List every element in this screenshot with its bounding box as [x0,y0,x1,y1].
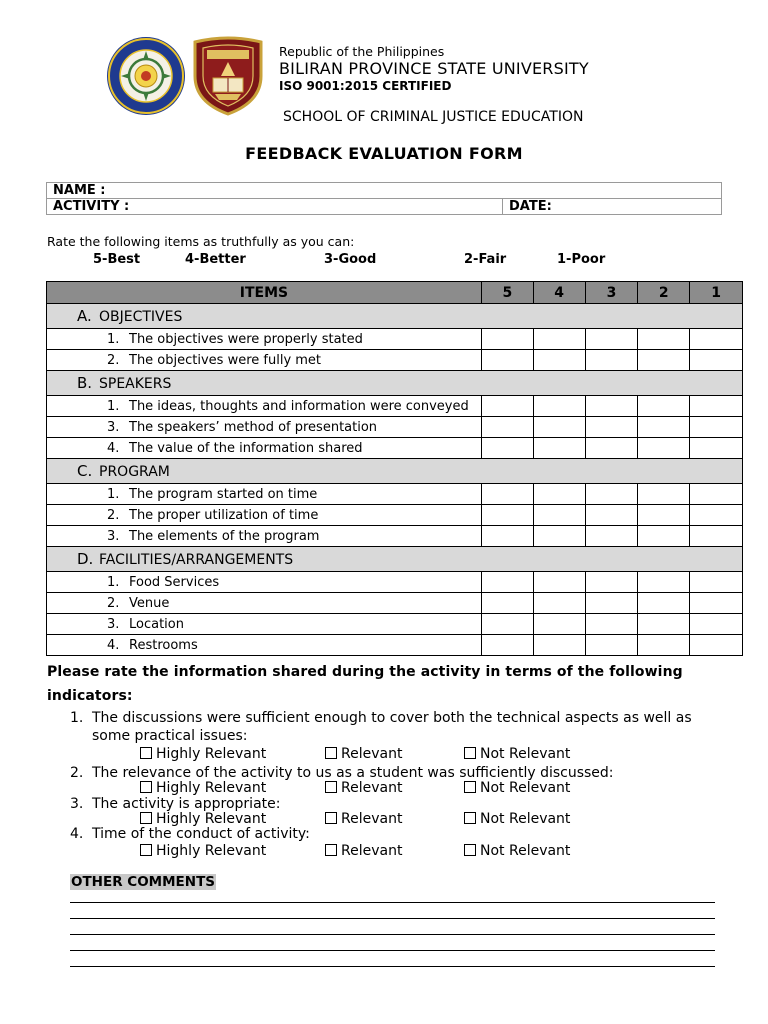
item-number: 1. [107,574,120,590]
activity-label: ACTIVITY : [53,198,130,214]
score-header-1: 1 [690,282,743,304]
score-cell-2[interactable] [638,484,690,505]
q3-option-not-relevant[interactable] [464,811,570,827]
school-name: SCHOOL OF CRIMINAL JUSTICE EDUCATION [283,109,584,125]
item-row [47,593,743,614]
item-label-cell [47,572,482,593]
option-label: Relevant [341,746,403,762]
option-label: Relevant [341,780,403,796]
section-letter: B. [77,374,93,392]
section-row [47,459,743,484]
score-cell-5[interactable] [481,614,533,635]
checkbox-icon[interactable] [464,781,476,793]
scale-2: 2-Fair [464,252,507,267]
section-row [47,547,743,572]
option-label: Highly Relevant [156,843,267,859]
item-text: Venue [129,595,170,611]
item-text: Food Services [129,574,220,590]
score-cell-4[interactable] [533,329,585,350]
score-cell-1[interactable] [690,417,743,438]
score-cell-1[interactable] [690,593,743,614]
comment-line[interactable] [70,934,715,935]
criminology-shield-logo [191,36,265,116]
item-text: The speakers’ method of presentation [129,419,378,435]
item-label-cell [47,526,482,547]
score-cell-4[interactable] [533,484,585,505]
question-text: The relevance of the activity to us as a student was sufficiently discussed: [92,765,614,781]
item-row [47,614,743,635]
score-cell-1[interactable] [690,396,743,417]
score-cell-3[interactable] [585,572,638,593]
item-label-cell [47,635,482,656]
checkbox-icon[interactable] [325,747,337,759]
option-label: Not Relevant [480,811,571,827]
item-number: 1. [107,331,120,347]
item-text: The proper utilization of time [129,507,319,523]
section-title: OBJECTIVES [99,309,183,325]
score-cell-2[interactable] [638,329,690,350]
scale-3: 3-Good [324,252,377,267]
q4-option-relevant[interactable] [325,843,402,859]
form-title: FEEDBACK EVALUATION FORM [245,144,523,163]
participant-info-table [46,182,722,215]
item-label-cell [47,484,482,505]
q3-option-highly-relevant[interactable] [140,811,266,827]
score-cell-4[interactable] [533,505,585,526]
scale-4: 4-Better [185,252,246,267]
scale-1: 1-Poor [557,252,606,267]
relevance-prompt: Please rate the information shared during the activity in terms of the following indicators: [47,664,683,704]
question-3 [70,796,280,812]
item-label-cell [47,505,482,526]
comment-line[interactable] [70,918,715,919]
score-cell-3[interactable] [585,438,638,459]
option-label: Relevant [341,811,403,827]
score-cell-4[interactable] [533,593,585,614]
score-cell-1[interactable] [690,505,743,526]
score-cell-2[interactable] [638,614,690,635]
q1-option-not-relevant[interactable] [464,746,570,762]
question-text: Time of the conduct of activity: [92,826,310,842]
score-cell-1[interactable] [690,329,743,350]
score-cell-4[interactable] [533,417,585,438]
option-label: Highly Relevant [156,811,267,827]
university-name: BILIRAN PROVINCE STATE UNIVERSITY [279,59,589,78]
item-label-cell [47,329,482,350]
option-label: Highly Relevant [156,780,267,796]
score-cell-4[interactable] [533,396,585,417]
score-cell-4[interactable] [533,614,585,635]
checkbox-icon[interactable] [325,781,337,793]
option-label: Not Relevant [480,780,571,796]
score-cell-4[interactable] [533,572,585,593]
item-number: 4. [107,440,120,456]
evaluation-table [46,281,743,656]
item-label-cell [47,593,482,614]
score-cell-5[interactable] [481,329,533,350]
score-cell-1[interactable] [690,484,743,505]
item-row [47,396,743,417]
item-number: 3. [107,616,120,632]
rating-instruction: Rate the following items as truthfully as you can: [47,234,355,249]
score-cell-3[interactable] [585,350,638,371]
section-title-cell [47,304,743,329]
section-title-cell [47,547,743,572]
section-letter: C. [77,462,93,480]
item-row [47,484,743,505]
score-cell-1[interactable] [690,572,743,593]
score-cell-3[interactable] [585,505,638,526]
checkbox-icon[interactable] [325,812,337,824]
section-title-cell [47,371,743,396]
score-cell-5[interactable] [481,350,533,371]
checkbox-icon[interactable] [464,812,476,824]
score-cell-1[interactable] [690,526,743,547]
question-number: 3. [70,796,84,812]
score-header-4: 4 [533,282,585,304]
score-cell-3[interactable] [585,484,638,505]
score-cell-5[interactable] [481,593,533,614]
question-1-continued: some practical issues: [92,728,248,744]
section-letter: A. [77,307,92,325]
score-cell-2[interactable] [638,635,690,656]
section-letter: D. [77,550,94,568]
comment-line[interactable] [70,950,715,951]
question-text: The discussions were sufficient enough to cover both the technical aspects as well as [92,710,692,726]
score-cell-3[interactable] [585,329,638,350]
checkbox-icon[interactable] [464,747,476,759]
checkbox-icon[interactable] [140,747,152,759]
name-field[interactable] [47,183,722,199]
item-number: 1. [107,486,120,502]
score-cell-5[interactable] [481,635,533,656]
item-text: The value of the information shared [129,440,363,456]
score-cell-3[interactable] [585,614,638,635]
score-cell-5[interactable] [481,526,533,547]
section-row [47,304,743,329]
checkbox-icon[interactable] [140,781,152,793]
score-cell-2[interactable] [638,572,690,593]
item-text: The elements of the program [129,528,320,544]
score-cell-1[interactable] [690,635,743,656]
option-label: Highly Relevant [156,746,267,762]
score-cell-4[interactable] [533,350,585,371]
item-label-cell [47,614,482,635]
score-cell-4[interactable] [533,635,585,656]
score-cell-1[interactable] [690,438,743,459]
score-cell-4[interactable] [533,438,585,459]
q1-option-highly-relevant[interactable] [140,746,266,762]
score-cell-5[interactable] [481,438,533,459]
score-header-5: 5 [481,282,533,304]
item-text: The program started on time [129,486,318,502]
q3-option-relevant[interactable] [325,811,402,827]
score-cell-5[interactable] [481,396,533,417]
university-seal-logo [106,36,186,116]
score-cell-3[interactable] [585,417,638,438]
score-cell-3[interactable] [585,635,638,656]
question-number: 1. [70,710,84,726]
question-2 [70,765,614,781]
item-text: The objectives were fully met [129,352,322,368]
q1-option-relevant[interactable] [325,746,402,762]
item-label-cell [47,396,482,417]
score-cell-2[interactable] [638,350,690,371]
item-row [47,329,743,350]
date-field[interactable] [503,199,722,215]
item-number: 1. [107,398,120,414]
items-header: ITEMS [47,282,482,304]
scale-5: 5-Best [93,252,141,267]
item-label-cell [47,438,482,459]
name-label: NAME : [53,182,106,198]
item-row [47,350,743,371]
q2-option-relevant[interactable] [325,780,402,796]
item-number: 4. [107,637,120,653]
section-title: FACILITIES/ARRANGEMENTS [99,552,294,568]
item-row [47,417,743,438]
date-label: DATE: [509,198,552,214]
score-header-3: 3 [585,282,638,304]
question-number: 4. [70,826,84,842]
q4-option-highly-relevant[interactable] [140,843,266,859]
checkbox-icon[interactable] [325,844,337,856]
question-number: 2. [70,765,84,781]
score-cell-5[interactable] [481,484,533,505]
question-4 [70,826,310,842]
item-text: Location [129,616,184,632]
score-cell-2[interactable] [638,593,690,614]
item-label-cell [47,350,482,371]
item-number: 2. [107,595,120,611]
q2-option-highly-relevant[interactable] [140,780,266,796]
score-header-2: 2 [638,282,690,304]
score-cell-2[interactable] [638,438,690,459]
q2-option-not-relevant[interactable] [464,780,570,796]
item-row [47,526,743,547]
score-cell-3[interactable] [585,526,638,547]
section-title: SPEAKERS [99,376,172,392]
iso-certification: ISO 9001:2015 CERTIFIED [279,79,452,93]
section-title: PROGRAM [99,464,170,480]
score-cell-1[interactable] [690,614,743,635]
item-text: The ideas, thoughts and information were conveyed [129,398,469,414]
question-1 [70,710,692,726]
score-cell-2[interactable] [638,526,690,547]
q4-option-not-relevant[interactable] [464,843,570,859]
question-text: The activity is appropriate: [92,796,281,812]
comment-line[interactable] [70,966,715,967]
option-label: Not Relevant [480,843,571,859]
option-label: Not Relevant [480,746,571,762]
item-row [47,572,743,593]
item-row [47,505,743,526]
score-cell-2[interactable] [638,417,690,438]
item-label-cell [47,417,482,438]
other-comments-label: OTHER COMMENTS [71,874,216,890]
item-number: 2. [107,352,120,368]
item-text: The objectives were properly stated [129,331,363,347]
section-row [47,371,743,396]
checkbox-icon[interactable] [140,844,152,856]
score-cell-5[interactable] [481,417,533,438]
item-number: 3. [107,419,120,435]
republic-line: Republic of the Philippines [279,44,445,59]
checkbox-icon[interactable] [140,812,152,824]
checkbox-icon[interactable] [464,844,476,856]
comment-line[interactable] [70,902,715,903]
score-cell-3[interactable] [585,396,638,417]
option-label: Relevant [341,843,403,859]
activity-field[interactable] [47,199,503,215]
score-cell-5[interactable] [481,505,533,526]
item-row [47,635,743,656]
item-text: Restrooms [129,637,198,653]
score-cell-4[interactable] [533,526,585,547]
item-row [47,438,743,459]
score-cell-2[interactable] [638,396,690,417]
item-number: 2. [107,507,120,523]
score-cell-5[interactable] [481,572,533,593]
score-cell-3[interactable] [585,593,638,614]
score-cell-1[interactable] [690,350,743,371]
score-cell-2[interactable] [638,505,690,526]
item-number: 3. [107,528,120,544]
section-title-cell [47,459,743,484]
